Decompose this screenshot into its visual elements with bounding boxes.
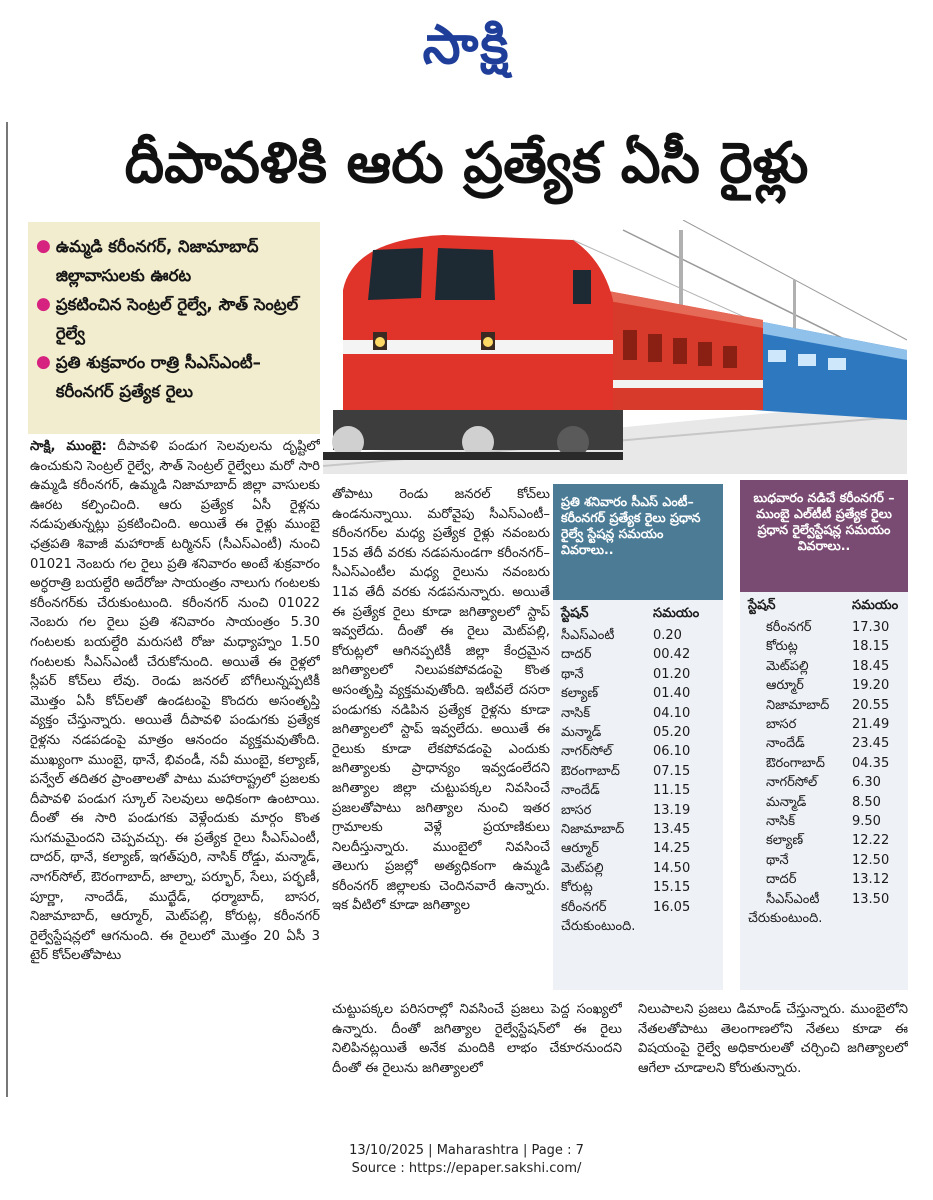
- departure-time: 18.45: [852, 658, 890, 674]
- station-name: మెట్‌పల్లి: [561, 860, 604, 876]
- station-name: దాదర్: [766, 872, 797, 888]
- highlight-item: [36, 290, 310, 348]
- schedule-row: [740, 793, 908, 812]
- article-text: చుట్టుపక్కల పరిసరాల్లో నివసించే ప్రజలు పెద్ద సంఖ్యలో ఉన్నారు. దీంతో జగిత్యాల రైల్వేస్టేషన్‌లో ఈ రైలు నిలిపినట్లయితే అనేక మందికి లాభం చేకూరనుందని దీంతో ఈ రైలును జగిత్యాలలో: [332, 1002, 622, 1076]
- article-text: తోపాటు రెండు జనరల్ కోచ్‌లు ఉండనున్నాయి. మరోవైపు సీఎస్‌ఎంటీ–కరీంనగర్‌ల మధ్య ప్రత్యేక రైళ్లు నవంబరు 15వ తేదీ వరకు నడపనుండగా కరీంనగర్–సీఎస్‌ఎంటీల మధ్య రైలును నవంబరు 11వ తేదీ వరకు నడపనున్నారు. అయితే ఈ ప్రత్యేక రైలు కూడా జగిత్యాలలో స్టాప్ ఇవ్వలేదు. దీంతో ఈ రైలు మెట్‌పల్లి, కోరుట్లలో ఆగినప్పటికీ జిల్లా కేంద్రమైన జగిత్యాలలో నిలుపకపోవడంపై కొంత అసంతృప్తి వ్యక్తమవుతోంది. ఇటీవలే దసరా పండుగకు నడిపిన ప్రత్యేక రైళ్లను కూడా జగిత్యాలలో స్టాప్ ఇవ్వలేదు. అయితే ఈ రైలుకు కూడా లేకపోవడంపై ఎందుకు జగిత్యాలకు ప్రాధాన్యం ఇవ్వడంలేదని జగిత్యాల జిల్లా చుట్టుపక్కల నివసించే ప్రజలతోపాటు జగిత్యాల నుంచి ఇతర గ్రామాలకు వెళ్లే ప్రయాణికులు నిలదీస్తున్నారు. ముంబైలో నివసించే తెలుగు ప్రజల్లో అత్యధికంగా ఉమ్మడి కరీంనగర్ జిల్లాలకు చెందినవారే ఉన్నారు. ఇక వీటిలో కూడా జగిత్యాల: [332, 487, 550, 914]
- time-column-header: సమయం: [653, 606, 700, 621]
- departure-time: 18.15: [852, 639, 890, 655]
- departure-time: 19.20: [852, 678, 890, 694]
- schedule-row: [740, 657, 908, 676]
- article-column-3-bottom: [638, 1000, 908, 1095]
- page-footer: [0, 1142, 933, 1178]
- station-name: మన్మాడ్: [561, 725, 602, 741]
- highlight-text: ప్రకటించిన సెంట్రల్ రైల్వే, సౌత్ సెంట్రల్ రైల్వే: [55, 295, 299, 343]
- departure-time: 15.15: [653, 880, 691, 896]
- departure-time: 20.55: [852, 697, 890, 713]
- schedule-row: [740, 676, 908, 695]
- departure-time: 12.22: [852, 833, 890, 849]
- bullet-icon: ●: [36, 352, 51, 372]
- schedule-row: [553, 684, 723, 703]
- departure-time: 23.45: [852, 736, 890, 752]
- station-name: థానే: [561, 666, 584, 682]
- schedule-row: [740, 890, 908, 909]
- station-name: ఔరంగాబాద్: [766, 755, 825, 771]
- schedule-rows: [553, 626, 723, 917]
- schedule-row: [740, 851, 908, 870]
- departure-time: 13.50: [852, 891, 890, 907]
- schedule-row: [553, 723, 723, 742]
- schedule-row: [553, 626, 723, 645]
- station-name: కల్యాణ్: [561, 686, 599, 702]
- highlights-box: [28, 222, 320, 434]
- departure-time: 8.50: [852, 794, 881, 810]
- departure-time: 21.49: [852, 717, 890, 733]
- schedule-row: [553, 839, 723, 858]
- station-name: కల్యాణ్: [766, 833, 804, 849]
- station-name: నాందేడ్: [766, 736, 805, 752]
- station-name: నాసిక్: [561, 705, 591, 721]
- departure-time: 13.12: [852, 872, 890, 888]
- station-name: నాందేడ్: [561, 783, 600, 799]
- schedule-row: [553, 645, 723, 664]
- departure-time: 05.20: [653, 725, 691, 741]
- station-name: ఔరంగాబాద్: [561, 763, 620, 779]
- highlight-item: [36, 232, 310, 290]
- schedule-row: [740, 637, 908, 656]
- station-name: నాగర్‌సోల్: [561, 744, 613, 760]
- station-name: ఆర్మూర్: [766, 678, 804, 694]
- schedule-row: [553, 878, 723, 897]
- station-column-header: స్టేషన్: [561, 606, 589, 621]
- departure-time: 04.10: [653, 705, 691, 721]
- schedule-title: బుధవారం నడిచే కరీంనగర్ –ముంబై ఎల్‌టీటీ ప్రత్యేక రైలు ప్రధాన రైల్వేస్టేషన్ల సమయం వివరాలు..: [740, 480, 908, 592]
- article-column-2: [332, 485, 550, 985]
- edition-info: 13/10/2025 | Maharashtra | Page : 7: [349, 1143, 584, 1158]
- departure-time: 01.40: [653, 686, 691, 702]
- station-name: మెట్‌పల్లి: [766, 658, 809, 674]
- schedule-row: [740, 696, 908, 715]
- departure-time: 0.20: [653, 628, 682, 643]
- departure-time: 14.25: [653, 841, 691, 857]
- schedule-row: [740, 734, 908, 753]
- schedule-row: [553, 781, 723, 800]
- departure-time: 07.15: [653, 763, 691, 779]
- departure-time: 9.50: [852, 814, 881, 830]
- departure-time: 17.30: [852, 620, 890, 635]
- station-name: బాసర: [766, 717, 797, 733]
- time-column-header: సమయం: [852, 598, 899, 613]
- schedule-rows: [740, 618, 908, 909]
- dateline: సాక్షి, ముంబై:: [30, 439, 107, 454]
- column-rule: [6, 122, 8, 1097]
- schedule-header-row: [740, 592, 908, 618]
- departure-time: 13.19: [653, 802, 691, 818]
- schedule-row: [553, 898, 723, 917]
- station-name: బాసర: [561, 802, 592, 818]
- schedule-row: [553, 742, 723, 761]
- article-text: దీపావళి పండుగ సెలవులను దృష్టిలో ఉంచుకుని సెంట్రల్ రైల్వే, సౌత్ సెంట్రల్ రైల్వేలు మరో సారి ఉమ్మడి కరీంనగర్, ఉమ్మడి నిజామాబాద్ జిల్లా వాసులకు ఊరట కల్పించింది. ఆరు ప్రత్యేక ఏసీ రైళ్లను నడుపుతున్నట్లు ప్రకటించింది. అయితే ఈ రైళ్లు ముంబై ఛత్రపతి శివాజీ మహారాజ్ టర్మినస్ (సీఎస్‌ఎంటీ) నుంచి 01021 నెంబరు గల రైలు ప్రతి శనివారం అంటే శుక్రవారం అర్ధరాత్రి బయల్దేరి అదేరోజు సాయంత్రం నాలుగు గంటలకు కరీంనగర్‌కు చేరుకుంటుంది. కరీంనగర్ నుంచి 01022 నెంబరు గల రైలు ప్రతి శనివారం సాయంత్రం 5.30 గంటలకు బయల్దేరి మరుసటి రోజు మధ్యాహ్నం 1.50 గంటలకు సీఎస్‌ఎంటీ చేరుకోనుంది. అయితే ఈ రైళ్లలో స్లీపర్ కోచ్‌లు లేవు. రెండు జనరల్ బోగీలున్నప్పటికీ మొత్తం ఏసీ కోచ్‌లతో ఉండటంపై కొందరు అసంతృప్తి వ్యక్తం చేస్తున్నారు. అయితే దీపావళి పండుగకు ప్రత్యేక రైళ్లను నడపడంపై మాత్రం ఆనందం వ్యక్తమవుతోంది. ముఖ్యంగా ముంబై, థానే, భివండీ, నవీ ముంబై, కల్యాణ్, పన్వేల్ తదితర ప్రాంతాలతో పాటు మహారాష్ట్రలో ప్రజలకు దీపావళి పండుగ స్కూల్ సెలవులు అధికంగా ఉంటాయి. దీంతో ఈ సారి పండుగకు వెళ్లేందుకు మార్గం కొంత సుగమమైందని చెప్పవచ్చు. ఈ ప్రత్యేక రైలు సీఎస్‌ఎంటీ, దాదర్, థానే, కల్యాణ్, ఇగత్‌పురి, నాసిక్ రోడ్డు, మన్మాడ్, నాగర్‌సోల్, ఔరంగాబాద్, జాల్నా, పర్భూర్, సేలు, పర్భణీ, పూర్ణా, నాందేడ్, ముద్ఖేడ్, ధర్మాబాద్, బాసర, నిజామాబాద్, ఆర్మూర్, మెట్‌పల్లి, కోరుట్ల, కరీంనగర్ రైల్వేస్టేషన్లలో ఆగనుంది. ఈ రైలులో మొత్తం 20 ఏసీ 3 టైర్ కోచ్‌లతోపాటు: [30, 439, 320, 964]
- schedule-row: [740, 754, 908, 773]
- schedule-box-wednesday: [740, 480, 908, 990]
- departure-time: 06.10: [653, 744, 691, 760]
- departure-time: 01.20: [653, 666, 691, 682]
- article-column-1: [30, 437, 320, 1087]
- train-image: [323, 220, 907, 474]
- station-name: సీఎస్‌ఎంటీ: [766, 891, 820, 907]
- departure-time: 16.05: [653, 899, 691, 915]
- station-name: నిజామాబాద్: [766, 697, 830, 713]
- article-column-2-bottom: [332, 1000, 622, 1095]
- schedule-box-saturday: [553, 484, 723, 990]
- station-column-header: స్టేషన్: [748, 598, 776, 613]
- schedule-row: [553, 704, 723, 723]
- schedule-footer: చేరుకుంటుంది.: [748, 911, 823, 927]
- schedule-row: [740, 715, 908, 734]
- bullet-icon: ●: [36, 294, 51, 314]
- headline: దీపావళికి ఆరు ప్రత్యేక ఏసీ రైళ్లు: [124, 131, 809, 196]
- departure-time: 14.50: [653, 860, 691, 876]
- schedule-row: [740, 618, 908, 637]
- schedule-row: [553, 820, 723, 839]
- highlight-text: ఉమ్మడి కరీంనగర్, నిజామాబాద్ జిల్లావాసులకు ఊరట: [55, 237, 259, 285]
- departure-time: 6.30: [852, 775, 881, 791]
- highlight-item: [36, 348, 310, 406]
- schedule-row: [553, 859, 723, 878]
- station-name: కోరుట్ల: [766, 639, 798, 655]
- station-name: నిజామాబాద్: [561, 822, 625, 838]
- station-name: సీఎస్‌ఎంటీ: [561, 628, 615, 643]
- schedule-footer: చేరుకుంటుంది.: [561, 919, 636, 935]
- station-name: నాగర్‌సోల్: [766, 775, 818, 791]
- station-name: నాసిక్: [766, 814, 796, 830]
- departure-time: 04.35: [852, 755, 890, 771]
- bullet-icon: ●: [36, 236, 51, 256]
- departure-time: 13.45: [653, 822, 691, 838]
- station-name: కోరుట్ల: [561, 880, 593, 896]
- newspaper-logo: సాక్షి: [422, 13, 511, 76]
- schedule-row: [740, 831, 908, 850]
- article-text: నిలుపాలని ప్రజలు డిమాండ్ చేస్తున్నారు. ముంబైలోని నేతలతోపాటు తెలంగాణలోని నేతలు కూడా ఈ విషయంపై రైల్వే అధికారులతో చర్చించి జగిత్యాలలో ఆగేలా చూడాలని కోరుతున్నారు.: [638, 1002, 908, 1076]
- schedule-row: [553, 801, 723, 820]
- station-name: మన్మాడ్: [766, 794, 807, 810]
- schedule-row: [553, 665, 723, 684]
- source-link[interactable]: Source : https://epaper.sakshi.com/: [351, 1161, 582, 1176]
- train-illustration: [323, 220, 907, 474]
- station-name: దాదర్: [561, 647, 592, 663]
- station-name: ఆర్మూర్: [561, 841, 599, 857]
- schedule-row: [740, 773, 908, 792]
- departure-time: 11.15: [653, 783, 691, 799]
- station-name: కరీంనగర్: [561, 899, 607, 915]
- schedule-header-row: [553, 600, 723, 626]
- schedule-row: [740, 812, 908, 831]
- departure-time: 12.50: [852, 852, 890, 868]
- station-name: థానే: [766, 852, 789, 868]
- schedule-row: [553, 762, 723, 781]
- station-name: కరీంనగర్: [766, 620, 812, 635]
- highlight-text: ప్రతి శుక్రవారం రాత్రి సీఎస్‌ఎంటీ–కరీంనగర్ ప్రత్యేక రైలు: [55, 353, 261, 401]
- departure-time: 00.42: [653, 647, 691, 663]
- schedule-title: ప్రతి శనివారం సీఎస్ ఎంటీ–కరీంనగర్ ప్రత్యేక రైలు ప్రధాన రైల్వే స్టేషన్ల సమయం వివరాలు..: [553, 484, 723, 600]
- schedule-row: [740, 870, 908, 889]
